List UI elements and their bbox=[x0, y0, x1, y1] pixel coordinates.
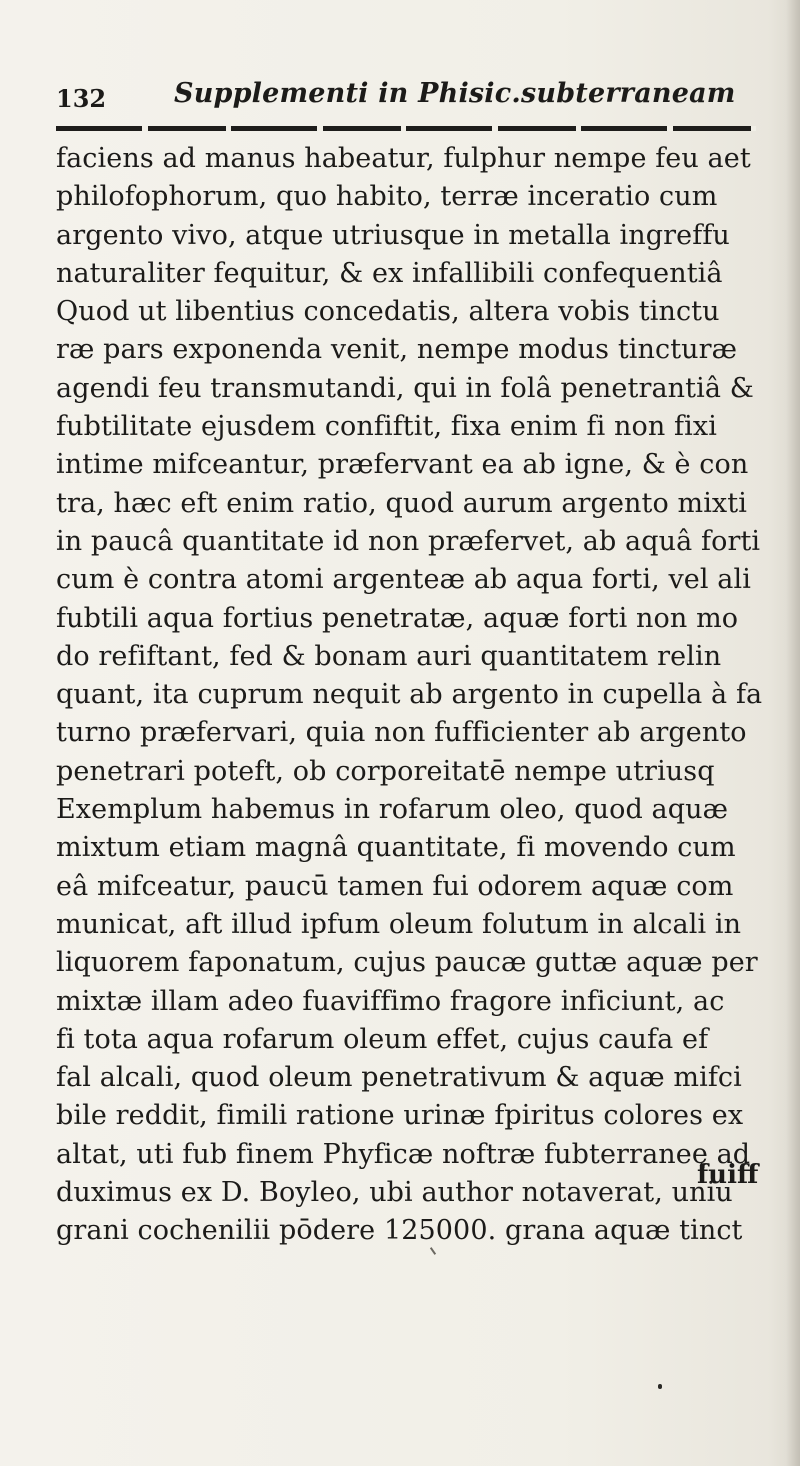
text-line: Exemplum habemus in rofarum oleo, quod aquæ bbox=[56, 794, 729, 826]
text-line: altat, uti fub finem Phyficæ noftræ fubterraneę ad bbox=[56, 1138, 751, 1170]
catchword: fuiff bbox=[697, 1160, 759, 1190]
body-text bbox=[56, 140, 776, 1251]
text-line: quant, ita cuprum nequit ab argento in cupella à fa bbox=[56, 679, 763, 711]
text-line: mixtæ illam adeo fuaviffimo fragore inficiunt, ac bbox=[56, 985, 725, 1017]
text-line: fubtili aqua fortius penetratæ, aquæ forti non mo bbox=[56, 602, 739, 634]
text-line: grani cochenilii pōdere 125000. grana aquæ tinct bbox=[56, 1215, 743, 1247]
text-line: eâ mifceatur, paucū tamen fui odorem aquæ com bbox=[56, 870, 734, 902]
text-line: do refiftant, fed & bonam auri quantitatem relin bbox=[56, 640, 722, 672]
ink-speck bbox=[658, 1384, 662, 1389]
text-line: faciens ad manus habeatur, fulphur nempe feu aet bbox=[56, 143, 751, 174]
text-line: fubtilitate ejusdem confiftit, fixa enim fi non fixi bbox=[56, 411, 717, 443]
text-line: intime mifceantur, præfervant ea ab igne, & è con bbox=[56, 449, 749, 481]
text-line: Quod ut libentius concedatis, altera vobis tinctu bbox=[56, 296, 720, 328]
text-line: ræ pars exponenda venit, nempe modus tincturæ bbox=[56, 334, 738, 366]
text-line: fal alcali, quod oleum penetrativum & aquæ mifci bbox=[56, 1062, 742, 1094]
text-line: bile reddit, fimili ratione urinæ fpiritus colores ex bbox=[56, 1100, 744, 1132]
text-line: in paucâ quantitate id non præfervet, ab aquâ forti bbox=[56, 525, 761, 557]
text-line: fi tota aqua rofarum oleum effet, cujus caufa ef bbox=[56, 1023, 709, 1055]
running-title: Supplementi in Phisic.subterraneam bbox=[174, 78, 736, 109]
text-line: tra, hæc eft enim ratio, quod aurum argento mixti bbox=[56, 487, 747, 519]
text-line: agendi feu transmutandi, qui in folâ penetrantiâ & bbox=[56, 372, 754, 404]
text-line: penetrari poteft, ob corporeitatē nempe utriusq bbox=[56, 755, 715, 787]
text-line: argento vivo, atque utriusque in metalla ingreffu bbox=[56, 219, 730, 251]
text-line: municat, aft illud ipfum oleum folutum in alcali in bbox=[56, 908, 742, 940]
text-line: turno præfervari, quia non fufficienter ab argento bbox=[56, 717, 747, 749]
text-line: duximus ex D. Boyleo, ubi author notaverat, uniu bbox=[56, 1177, 733, 1209]
text-line: liquorem faponatum, cujus paucæ guttæ aquæ per bbox=[56, 947, 758, 979]
text-line: philofophorum, quo habito, terræ inceratio cum bbox=[56, 181, 718, 213]
text-line: naturaliter fequitur, & ex infallibili confequentiâ bbox=[56, 257, 723, 289]
header-rule bbox=[56, 126, 756, 131]
page-number: 132 bbox=[56, 84, 107, 113]
page-edge-shadow bbox=[786, 0, 800, 1466]
text-line: mixtum etiam magnâ quantitate, fi movendo cum bbox=[56, 832, 736, 864]
page-header bbox=[56, 78, 756, 118]
text-line: cum è contra atomi argenteæ ab aqua forti, vel ali bbox=[56, 564, 751, 596]
